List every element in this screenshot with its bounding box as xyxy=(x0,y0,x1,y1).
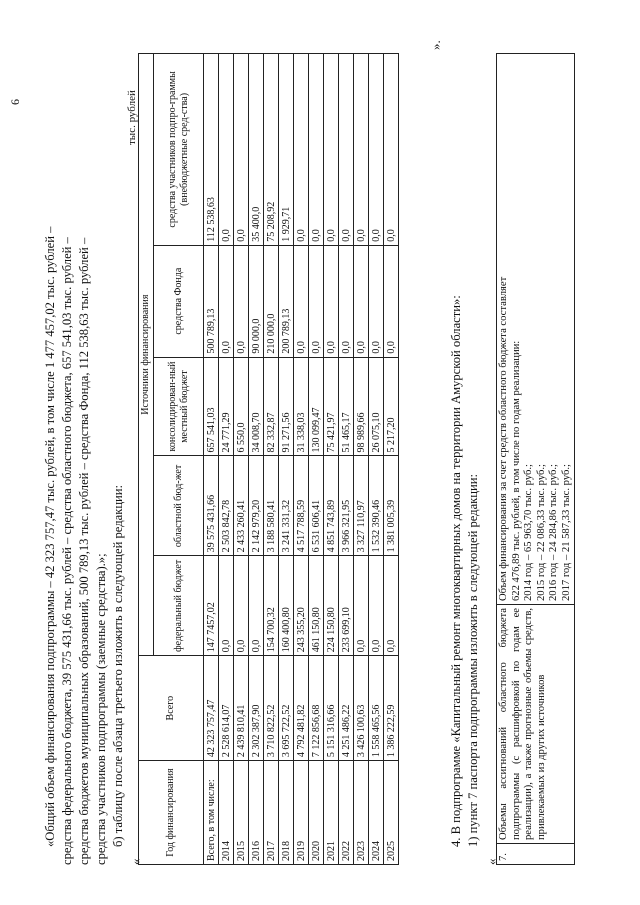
table-cell-value: 112 538,63 xyxy=(204,54,219,246)
table-cell-value: 2 433 260,41 xyxy=(234,456,249,556)
table-cell-value: 0,0 xyxy=(384,54,399,246)
table-cell-year: 2025 xyxy=(384,761,399,865)
table-cell-value: 82 332,87 xyxy=(264,357,279,456)
passport-value-line: Объем финансирования за счет средств областного бюджета составляет xyxy=(498,276,509,601)
table-cell-value: 1 929,71 xyxy=(279,54,294,246)
table-cell-year: 2017 xyxy=(264,761,279,865)
intro-line-5: б) таблицу после абзаца третьего изложить в следующей редакции: xyxy=(111,484,125,847)
passport-item-name: Объемы ассигнований областного бюджета подпрограммы (с расшифровкой по годам ее реализации), а также прогнозные объемы средств, привлекаемых из других источников xyxy=(497,605,575,844)
passport-open-quote: « xyxy=(484,858,499,865)
table-cell-value: 0,0 xyxy=(309,54,324,246)
table-cell-value: 4 251 486,22 xyxy=(339,656,354,761)
table-cell-value: 2 142 979,20 xyxy=(249,456,264,556)
header-regional: областной бюд-жет xyxy=(154,456,204,556)
intro-line-1: «Общий объем финансирования подпрограммы – 42 323 757,47 тыс. рублей, в том числе 1 477 457,02 тыс. рублей – xyxy=(43,226,57,847)
table-cell-value: 5 151 316,66 xyxy=(324,656,339,761)
table-row xyxy=(249,54,264,865)
passport-item-number: 7. xyxy=(497,844,575,865)
table-open-quote: « xyxy=(128,858,143,865)
intro-line-3: средства бюджетов муниципальных образований, 500 789,13 тыс. рублей – средства Фонда, 112 538,63 тыс. рублей – xyxy=(77,237,91,865)
table-cell-value: 0,0 xyxy=(384,245,399,357)
section-4-item-1: 1) пункт 7 паспорта подпрограммы изложить в следующей редакции: xyxy=(466,473,480,847)
table-cell-value: 4 517 788,59 xyxy=(294,456,309,556)
table-cell-year: 2020 xyxy=(309,761,324,865)
table-cell-value: 0,0 xyxy=(324,54,339,246)
table-cell-value: 224 150,80 xyxy=(324,556,339,656)
intro-line-2: средства федерального бюджета, 39 575 431,66 тыс. рублей – средства областного бюджета, 657 541,03 тыс. рублей – xyxy=(60,237,74,865)
table-cell-value: 26 075,10 xyxy=(369,357,384,456)
table-cell-value: 6 550,0 xyxy=(234,357,249,456)
passport-item-value xyxy=(497,54,575,605)
table-cell-value: 1 558 465,56 xyxy=(369,656,384,761)
table-row xyxy=(309,54,324,865)
table-row xyxy=(369,54,384,865)
section-4-heading: 4. В подпрограмме «Капитальный ремонт многоквартирных домов на территории Амурской области»: xyxy=(449,295,463,847)
table-row xyxy=(294,54,309,865)
table-cell-year: 2014 xyxy=(219,761,234,865)
intro-line-4: средства участников подпрограммы (заемные средства).»; xyxy=(94,553,108,865)
table-cell-value: 0,0 xyxy=(369,54,384,246)
table-row xyxy=(324,54,339,865)
header-federal: федеральный бюджет xyxy=(154,556,204,656)
table-cell-value: 0,0 xyxy=(219,245,234,357)
table-cell-value: 657 541,03 xyxy=(204,357,219,456)
header-total: Всего xyxy=(139,656,204,761)
table-cell-value: 4 792 481,82 xyxy=(294,656,309,761)
table-cell-value: 1 386 222,59 xyxy=(384,656,399,761)
passport-value-line: 2017 год – 21 587,33 тыс. руб.; xyxy=(560,464,572,601)
table-row xyxy=(219,54,234,865)
passport-value-line: 622 476,89 тыс. рублей, в том числе по годам реализации: xyxy=(510,340,522,601)
table-cell-value: 0,0 xyxy=(369,556,384,656)
table-cell-value: 42 323 757,47 xyxy=(204,656,219,761)
table-cell-value: 4 851 743,89 xyxy=(324,456,339,556)
table-cell-value: 461 150,80 xyxy=(309,556,324,656)
table-cell-value: 3 710 822,52 xyxy=(264,656,279,761)
passport-value-line: 2014 год – 65 963,70 тыс. руб.; xyxy=(523,464,534,601)
page-number: 6 xyxy=(8,99,22,105)
table-cell-value: 147 7457,02 xyxy=(204,556,219,656)
table-cell-value: 75 421,97 xyxy=(324,357,339,456)
table-row xyxy=(339,54,354,865)
table-cell-value: 2 302 387,90 xyxy=(249,656,264,761)
table-cell-value: 130 099,47 xyxy=(309,357,324,456)
table-cell-year: Всего, в том числе: xyxy=(204,761,219,865)
table-cell-value: 0,0 xyxy=(354,556,369,656)
table-cell-value: 98 989,66 xyxy=(354,357,369,456)
table-cell-value: 7 122 856,68 xyxy=(309,656,324,761)
table-cell-value: 0,0 xyxy=(249,556,264,656)
table-cell-value: 0,0 xyxy=(219,54,234,246)
header-fund: средства Фонда xyxy=(154,245,204,357)
table-cell-value: 0,0 xyxy=(339,245,354,357)
table-cell-value: 0,0 xyxy=(219,556,234,656)
table-cell-value: 6 531 606,41 xyxy=(309,456,324,556)
financing-table xyxy=(138,53,399,865)
table-cell-value: 0,0 xyxy=(294,245,309,357)
table-cell-year: 2021 xyxy=(324,761,339,865)
table-cell-value: 154 700,32 xyxy=(264,556,279,656)
table-row xyxy=(279,54,294,865)
table-cell-value: 0,0 xyxy=(354,54,369,246)
table-cell-value: 90 000,0 xyxy=(249,245,264,357)
table-row xyxy=(384,54,399,865)
table-row xyxy=(204,54,219,865)
table-cell-value: 500 789,13 xyxy=(204,245,219,357)
passport-table xyxy=(496,53,575,865)
table-cell-value: 243 355,20 xyxy=(294,556,309,656)
table-cell-year: 2024 xyxy=(369,761,384,865)
table-cell-value: 2 439 810,41 xyxy=(234,656,249,761)
table-cell-value: 24 771,29 xyxy=(219,357,234,456)
table-row xyxy=(354,54,369,865)
table-cell-value: 1 381 005,39 xyxy=(384,456,399,556)
table-cell-value: 0,0 xyxy=(294,54,309,246)
table-cell-value: 3 188 580,41 xyxy=(264,456,279,556)
table-cell-value: 91 271,56 xyxy=(279,357,294,456)
table-cell-value: 0,0 xyxy=(324,245,339,357)
passport-value-line: 2016 год – 24 284,86 тыс. руб.; xyxy=(548,464,559,601)
table-cell-value: 0,0 xyxy=(234,556,249,656)
table-cell-year: 2022 xyxy=(339,761,354,865)
table-cell-value: 34 008,70 xyxy=(249,357,264,456)
table-cell-value: 3 966 321,95 xyxy=(339,456,354,556)
table-cell-value: 0,0 xyxy=(339,54,354,246)
table-cell-value: 0,0 xyxy=(354,245,369,357)
table-cell-value: 39 575 431,66 xyxy=(204,456,219,556)
table-cell-value: 2 528 614,07 xyxy=(219,656,234,761)
table-cell-year: 2019 xyxy=(294,761,309,865)
table-cell-value: 0,0 xyxy=(369,245,384,357)
table-cell-value: 3 241 331,32 xyxy=(279,456,294,556)
table-cell-value: 3 426 100,63 xyxy=(354,656,369,761)
table-cell-value: 31 338,03 xyxy=(294,357,309,456)
table-cell-value: 3 327 110,97 xyxy=(354,456,369,556)
table-cell-year: 2015 xyxy=(234,761,249,865)
table-cell-value: 51 465,17 xyxy=(339,357,354,456)
table-row xyxy=(264,54,279,865)
table-cell-year: 2023 xyxy=(354,761,369,865)
header-participants: средства участников подпро-граммы (внебюджетные сред-ства) xyxy=(154,54,204,246)
table-cell-value: 210 000,0 xyxy=(264,245,279,357)
table-cell-value: 5 217,20 xyxy=(384,357,399,456)
table-close-quote: ». xyxy=(428,40,443,50)
table-cell-value: 35 400,0 xyxy=(249,54,264,246)
table-cell-value: 160 400,80 xyxy=(279,556,294,656)
table-cell-year: 2018 xyxy=(279,761,294,865)
table-cell-value: 1 532 390,46 xyxy=(369,456,384,556)
header-sources: Источники финансирования xyxy=(139,54,154,656)
table-cell-value: 0,0 xyxy=(309,245,324,357)
table-unit-label: тыс. рублей xyxy=(126,90,138,145)
header-year: Год финансирования xyxy=(139,761,204,865)
table-cell-value: 3 695 722,52 xyxy=(279,656,294,761)
table-cell-year: 2016 xyxy=(249,761,264,865)
header-municipal: консолидирован-ный местный бюджет xyxy=(154,357,204,456)
table-cell-value: 75 208,92 xyxy=(264,54,279,246)
passport-value-line: 2015 год – 22 086,33 тыс. руб.; xyxy=(535,464,547,601)
table-row xyxy=(234,54,249,865)
table-cell-value: 0,0 xyxy=(234,54,249,246)
table-cell-value: 0,0 xyxy=(234,245,249,357)
table-cell-value: 0,0 xyxy=(384,556,399,656)
table-cell-value: 200 789,13 xyxy=(279,245,294,357)
table-cell-value: 233 699,10 xyxy=(339,556,354,656)
table-cell-value: 2 503 842,78 xyxy=(219,456,234,556)
